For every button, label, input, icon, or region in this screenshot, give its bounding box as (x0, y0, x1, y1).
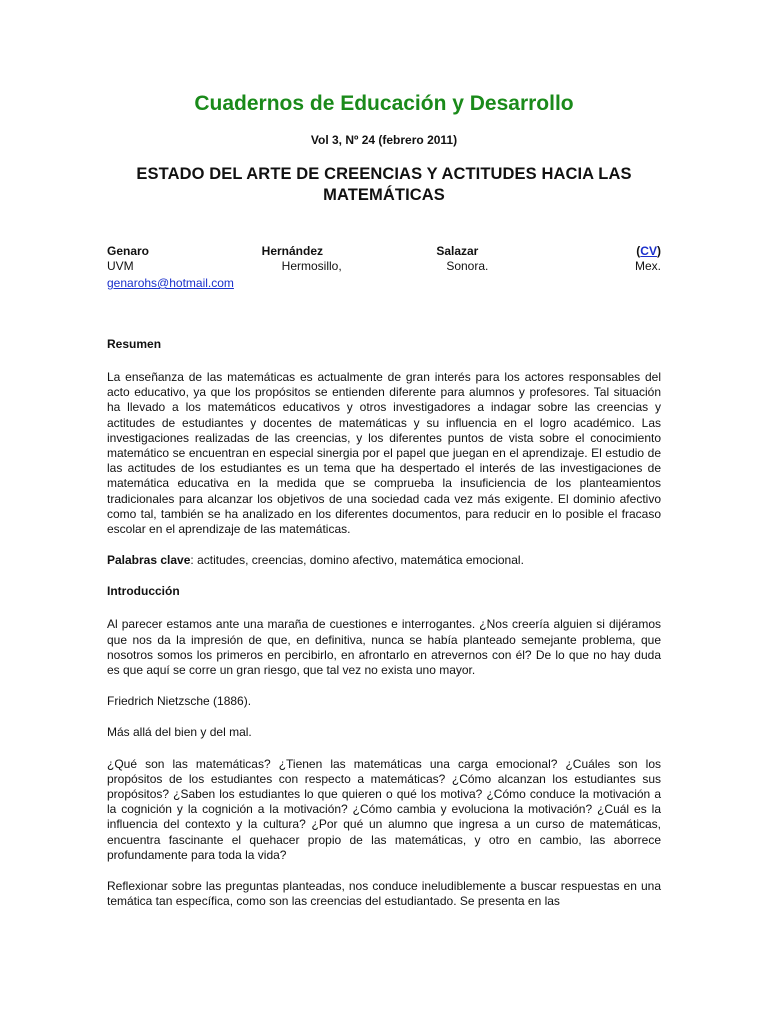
author-state: Sonora. (446, 259, 489, 273)
author-institution: UVM (107, 259, 134, 273)
author-first-name: Genaro (107, 244, 150, 258)
introduccion-heading: Introducción (107, 584, 180, 599)
quote-source: Más allá del bien y del mal. (107, 725, 252, 740)
resumen-paragraph: La enseñanza de las matemáticas es actualmente de gran interés para los actores responsables del acto educativo, ya que los propósitos se entienden diferente para alumnos y profesores. Tal situación ha llevado a los matemáticos educativos y otros investigadores a indagar sobre las creencias y actitudes de estudiantes y docentes de matemáticas y su influencia en el logro académico. Las investigaciones realizadas de las creencias, y los diferentes puntos de vista sobre el conocimiento matemático se encuentran en especial sinergia por el papel que juegan en el aprendizaje. El estudio de las actitudes de los estudiantes es un tema que ha despertado el interés de las investigaciones de matemática educativa en la medida que se comprueba la insuficiencia de los planteamientos tradicionales para alcanzar los objetivos de una sociedad cada vez más exigente. El dominio afectivo como tal, también se ha analizado en los diferentes documentos, para reducir en lo posible el fracaso escolar en el aprendizaje de las matemáticas. (107, 370, 661, 537)
journal-title: Cuadernos de Educación y Desarrollo (194, 92, 574, 115)
author-surname-2: Salazar (436, 244, 479, 258)
author-email-link[interactable]: genarohs@hotmail.com (107, 276, 234, 290)
author-city: Hermosillo, (281, 259, 342, 273)
author-affiliation-row (107, 259, 661, 274)
keywords-text: : actitudes, creencias, domino afectivo, matemática emocional. (190, 553, 524, 568)
article-title: ESTADO DEL ARTE DE CREENCIAS Y ACTITUDES HACIA LAS MATEMÁTICAS (136, 165, 632, 204)
cv-link[interactable]: CV (640, 244, 657, 258)
cv-open-paren: ( (636, 244, 641, 258)
author-cv (601, 244, 661, 259)
intro-quote-paragraph: Al parecer estamos ante una maraña de cuestiones e interrogantes. ¿Nos creería alguien si dijéramos que nos da la impresión de que, en definitiva, nunca se había planteado semejante problema, que nosotros somos los primeros en percibirlo, en afrontarlo en atrevernos con él? De lo que no hay duda es que aquí se corre un gran riesgo, que tal vez no exista uno mayor. (107, 617, 661, 678)
author-country: Mex. (634, 259, 661, 273)
keywords-label: Palabras clave (107, 553, 191, 568)
resumen-heading: Resumen (107, 337, 162, 351)
author-surname-1: Hernández (261, 244, 324, 258)
quote-author: Friedrich Nietzsche (1886). (107, 694, 252, 709)
volume-info: Vol 3, Nº 24 (febrero 2011) (310, 133, 458, 147)
keywords-paragraph (107, 553, 661, 568)
cv-close-paren: ) (656, 244, 661, 258)
closing-paragraph: Reflexionar sobre las preguntas planteadas, nos conduce ineludiblemente a buscar respuestas en una temática tan específica, como son las creencias del estudiantado. Se presenta en las (107, 879, 661, 909)
questions-paragraph: ¿Qué son las matemáticas? ¿Tienen las matemáticas una carga emocional? ¿Cuáles son los propósitos de los estudiantes con respecto a matemáticas? ¿Cómo alcanzan los estudiantes sus propósitos? ¿Saben los estudiantes lo que quieren o qué los motiva? ¿Cómo conduce la motivación a la cognición y la cognición a la motivación? ¿Cómo cambia y evoluciona la motivación? ¿Cuál es la influencia del contexto y la cultura? ¿Por qué un alumno que ingresa a un curso de matemáticas, encuentra fascinante el quehacer propio de las matemáticas, y otro en cambio, las aborrece profundamente para toda la vida? (107, 756, 661, 862)
author-name-row (107, 244, 661, 259)
